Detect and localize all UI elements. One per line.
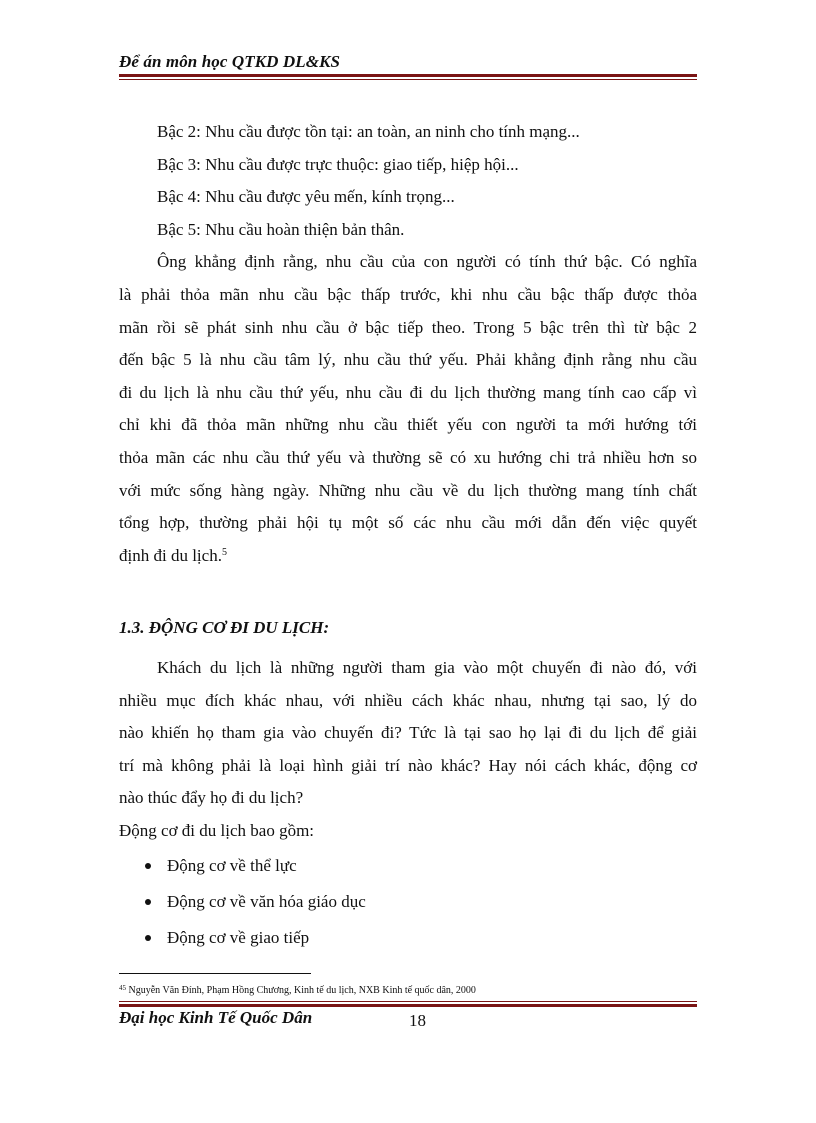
paragraph-last-text: định đi du lịch. [119,545,222,565]
list-item-label: Động cơ về thể lực [167,855,297,875]
paragraph-line: mãn rồi sẽ phát sinh nhu cầu ở bậc tiếp theo. Trong 5 bậc trên thì từ bậc 2 [119,317,697,337]
paragraph-line: là phải thỏa mãn nhu cầu bậc thấp trước, khi nhu cầu bậc thấp được thỏa [119,284,697,304]
footnote-marker: 45 [119,984,126,992]
list-item-label: Động cơ về văn hóa giáo dục [167,891,366,911]
list-item [119,884,697,920]
footer-rule-thin [119,1001,697,1002]
paragraph-line: đến bậc 5 là nhu cầu tâm lý, nhu cầu thứ yếu. Phải khẳng định rằng nhu cầu [119,350,697,370]
footnote [119,985,476,996]
page-number: 18 [409,1011,426,1030]
paragraph-line: trí mà không phải là loại hình giải trí nào khác? Hay nói cách khác, động cơ [119,755,697,775]
list-item-label: Động cơ về giao tiếp [167,927,310,947]
footer-title: Đại học Kinh Tế Quốc Dân [119,1008,313,1027]
paragraph-line: đi du lịch là nhu cầu thứ yếu, nhu cầu đi du lịch thường mang tính cao cấp vì [119,382,697,402]
footnote-text: Nguyễn Văn Đính, Phạm Hồng Chương, Kinh tế du lịch, NXB Kinh tế quốc dân, 2000 [128,985,476,996]
paragraph-line: chỉ khi đã thỏa mãn những nhu cầu thiết yếu con người ta mới hướng tới [119,415,697,435]
paragraph-line: nào khiến họ tham gia vào chuyến đi? Tức là tại sao họ lại đi du lịch để giải [119,723,697,743]
paragraph-last-line: nào thúc đẩy họ đi du lịch? [119,788,304,808]
footnote-separator [119,973,311,974]
paragraph-line: nhiều mục đích khác nhau, với nhiều cách khác nhau, nhưng tại sao, lý do [119,690,697,710]
paragraph-line: với mức sống hàng ngày. Những nhu cầu về du lịch thường mang tính chất [119,480,697,500]
level-line: Bậc 4: Nhu cầu được yêu mến, kính trọng... [157,187,455,207]
body-section-motives [119,652,697,956]
bullet-icon [145,899,151,905]
list-item [119,920,697,956]
footnote-reference[interactable]: 5 [221,546,227,558]
level-line: Bậc 5: Nhu cầu hoàn thiện bản thân. [157,219,405,239]
motives-intro: Động cơ đi du lịch bao gồm: [119,820,315,840]
level-line: Bậc 2: Nhu cầu được tồn tại: an toàn, an ninh cho tính mạng... [157,122,580,141]
section-heading: 1.3. ĐỘNG CƠ ĐI DU LỊCH: [119,618,330,637]
list-item [119,848,697,884]
footer-rule-thick [119,1004,697,1007]
header-rule-thin [119,79,697,80]
motives-list [119,848,697,956]
paragraph-last-line [119,540,697,573]
paragraph-line: tổng hợp, thường phải hội tụ một số các nhu cầu mới dẫn đến việc quyết [119,513,697,533]
paragraph-line: Ông khẳng định rằng, nhu cầu của con người có tính thứ bậc. Có nghĩa [157,252,697,272]
body-section-levels [119,116,697,572]
level-line: Bậc 3: Nhu cầu được trực thuộc: giao tiếp, hiệp hội... [157,154,519,174]
paragraph-line: Khách du lịch là những người tham gia vào một chuyến đi nào đó, với [157,658,697,677]
bullet-icon [145,863,151,869]
header-rule-thick [119,74,697,77]
paragraph-line: thỏa mãn các nhu cầu thứ yếu và thường sẽ có xu hướng chi trả nhiều hơn so [119,447,697,467]
page-header-title: Để án môn học QTKD DL&KS [119,52,341,71]
bullet-icon [145,935,151,941]
